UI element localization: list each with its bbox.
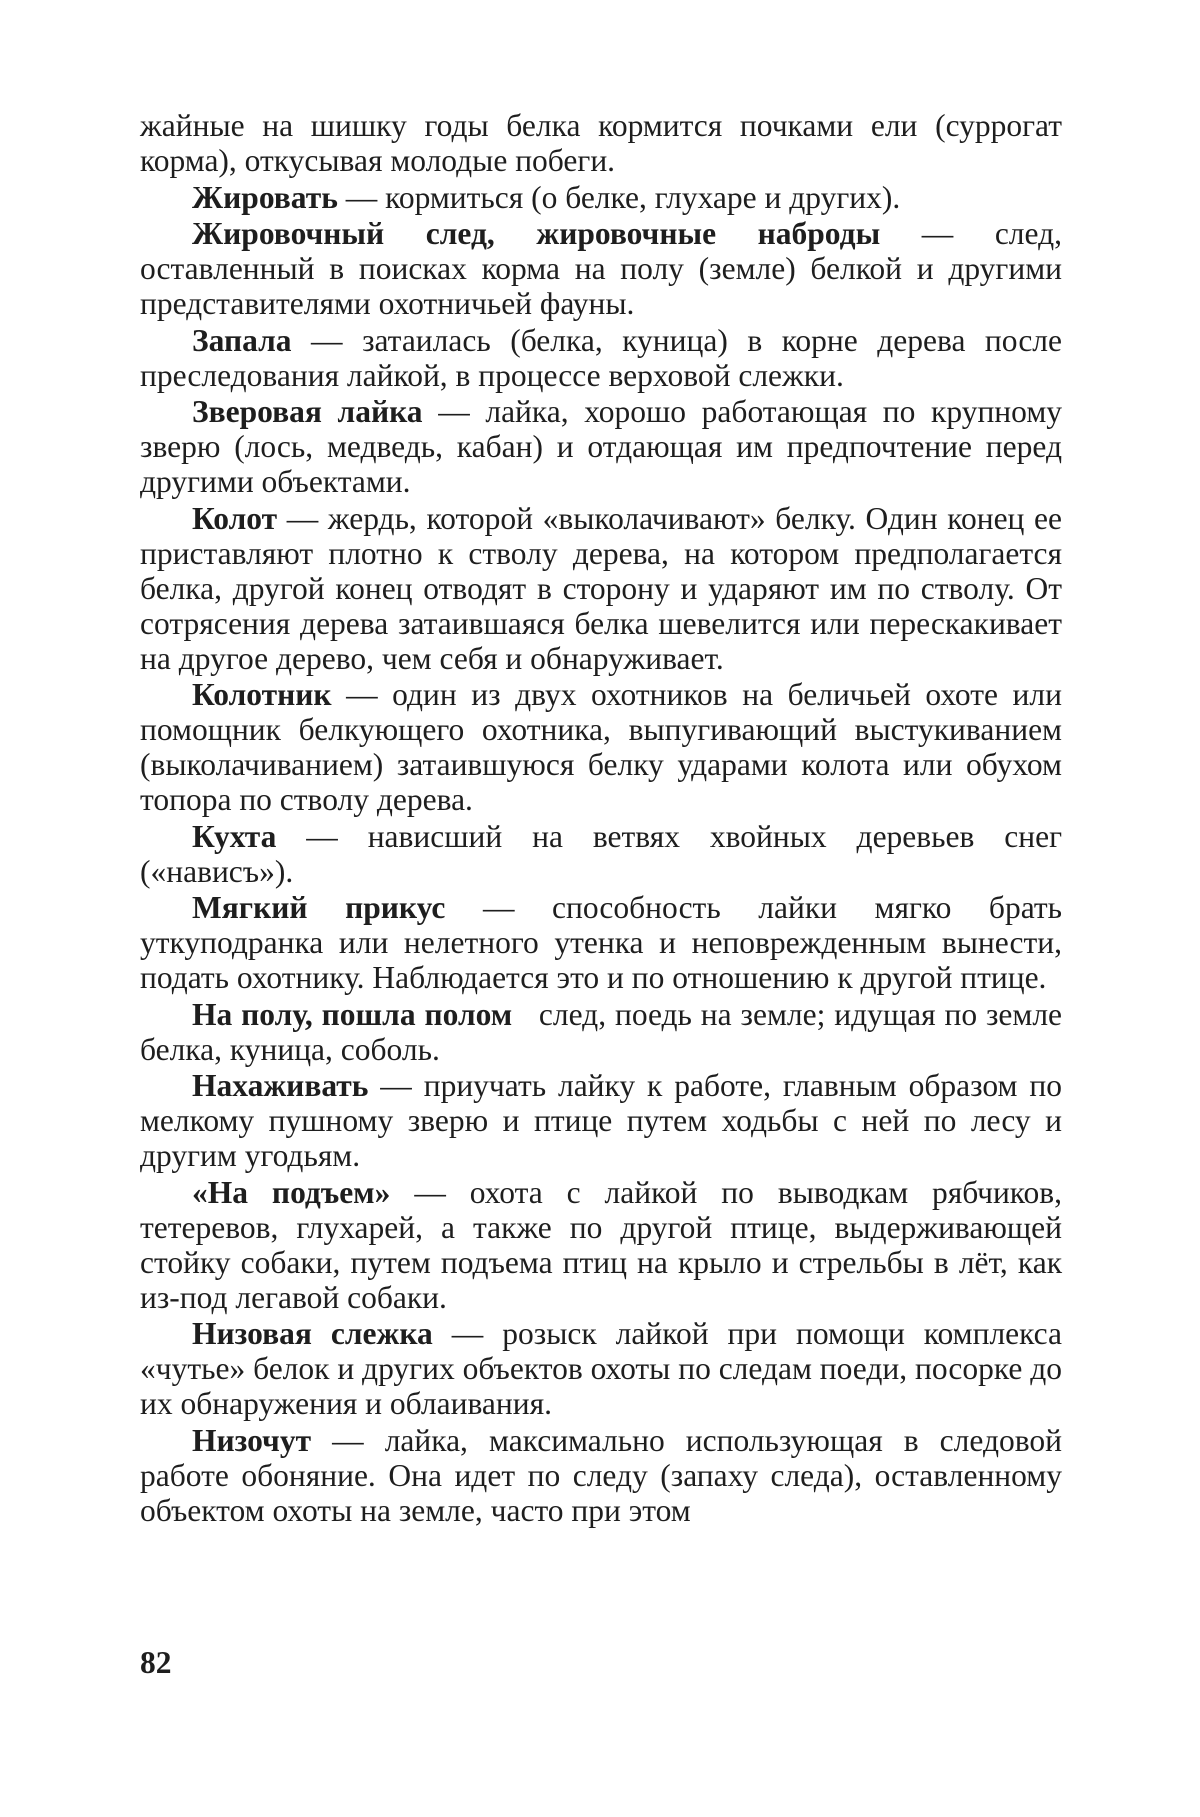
entry-definition: след, поедь на земле; идущая по земле белка, куница, соболь.: [140, 996, 1063, 1067]
page-number: 82: [140, 1645, 172, 1680]
entry-na-podyem: [140, 1175, 1062, 1315]
entry-dash: —: [422, 394, 486, 429]
entry-term: Колот: [192, 500, 278, 536]
entry-nizochut: [140, 1423, 1062, 1528]
entry-nakhazhivat: [140, 1068, 1062, 1173]
entry-term: На полу, пошла полом: [192, 996, 513, 1032]
entry-term: «На подъем»: [192, 1174, 391, 1210]
entry-kolotnik: [140, 677, 1062, 817]
entry-term: Запала: [192, 322, 292, 358]
entry-definition: лайка, хорошо работающая по крупному зверю (лось, медведь, кабан) и отдающая им предпочтение перед другими объектами.: [140, 394, 1062, 499]
entry-dash: [512, 997, 539, 1032]
entry-term: Мягкий прикус: [192, 890, 446, 925]
entry-definition: розыск лайкой при помощи комплекса «чутье» белок и других объектов охоты по следам поеди, посорке до их обнаружения и облаивания.: [140, 1316, 1063, 1421]
entry-na-polu: [140, 997, 1062, 1067]
entry-definition: приучать лайку к работе, главным образом по мелкому пушному зверю и птице путем ходьбы с ней по лесу и другим угодьям.: [140, 1068, 1062, 1173]
entry-definition: нависший на ветвях хвойных деревьев снег («нависъ»).: [140, 818, 1063, 889]
entry-nizovaya-slezhka: [140, 1316, 1062, 1421]
entry-term: Нахаживать: [192, 1068, 369, 1103]
entry-definition: лайка, максимально использующая в следовой работе обоняние. Она идет по следу (запаху следа), оставленному объектом охоты на земле, часто при этом: [140, 1422, 1062, 1528]
entry-definition: жердь, которой «выколачивают» белку. Один конец ее приставляют плотно к стволу дерева, на котором предполагается белка, другой конец отводят в сторону и ударяют им по стволу. От сотрясения дерева затаившаяся белка шевелится или перескакивает на другое дерево, чем себя и обнаруживает.: [140, 500, 1063, 676]
entry-zhirovat: [140, 180, 1062, 215]
entry-dash: —: [276, 818, 368, 854]
entry-definition: один из двух охотников на беличьей охоте или помощник белкующего охотника, выпугивающий выстукиванием (выколачиванием) затаившуюся белку ударами колота или обухом топора по стволу дерева.: [140, 677, 1062, 817]
entry-definition: затаилась (белка, куница) в корне дерева после преследования лайкой, в процессе верховой слежки.: [140, 322, 1063, 393]
entry-dash: —: [311, 1422, 385, 1458]
entry-dash: —: [291, 322, 363, 358]
entry-zhirovochny-sled: [140, 216, 1062, 321]
entry-dash: —: [337, 179, 386, 215]
entry-term: Низовая слежка: [192, 1316, 433, 1351]
entry-zverovaya-layka: [140, 394, 1062, 499]
entry-term: Кухта: [192, 818, 277, 854]
page-text: [140, 108, 1062, 1529]
entry-dash: —: [331, 677, 393, 712]
entry-definition: след, оставленный в поисках корма на полу (земле) белкой и другими представителями охотничьей фауны.: [140, 216, 1062, 321]
entry-term: Жировать: [192, 179, 338, 215]
entry-dash: —: [445, 890, 553, 925]
entry-term: Низочут: [192, 1422, 312, 1458]
entry-zapala: [140, 323, 1062, 393]
entry-term: Колотник: [192, 677, 332, 712]
entry-definition: способность лайки мягко брать уткуподранка или нелетного утенка и неповрежденным вынести, подать охотнику. Наблюдается это и по отношению к другой птице.: [140, 890, 1062, 995]
entry-definition: охота с лайкой по выводкам рябчиков, тетеревов, глухарей, а также по другой птице, выдерживающей стойку собаки, путем подъема птиц на крыло и стрельбы в лёт, как из-под легавой собаки.: [140, 1174, 1063, 1315]
entry-dash: —: [277, 500, 328, 536]
entry-definition: кормиться (о белке, глухаре и других).: [385, 179, 901, 215]
entry-kolot: [140, 501, 1062, 676]
entry-term: Жировочный след, жировочные наброды: [192, 216, 881, 251]
entry-dash: —: [368, 1068, 424, 1103]
entry-definition: жайные на шишку годы белка кормится почками ели (суррогат корма), откусывая молодые побеги.: [140, 108, 1062, 178]
entry-kukhta: [140, 819, 1062, 889]
entry-dash: —: [880, 216, 995, 251]
entry-term: Зверовая лайка: [192, 394, 423, 429]
entry-myagky-prikus: [140, 890, 1062, 995]
entry-continuation: [140, 108, 1062, 178]
entry-dash: —: [390, 1174, 470, 1210]
entry-dash: —: [432, 1316, 503, 1351]
